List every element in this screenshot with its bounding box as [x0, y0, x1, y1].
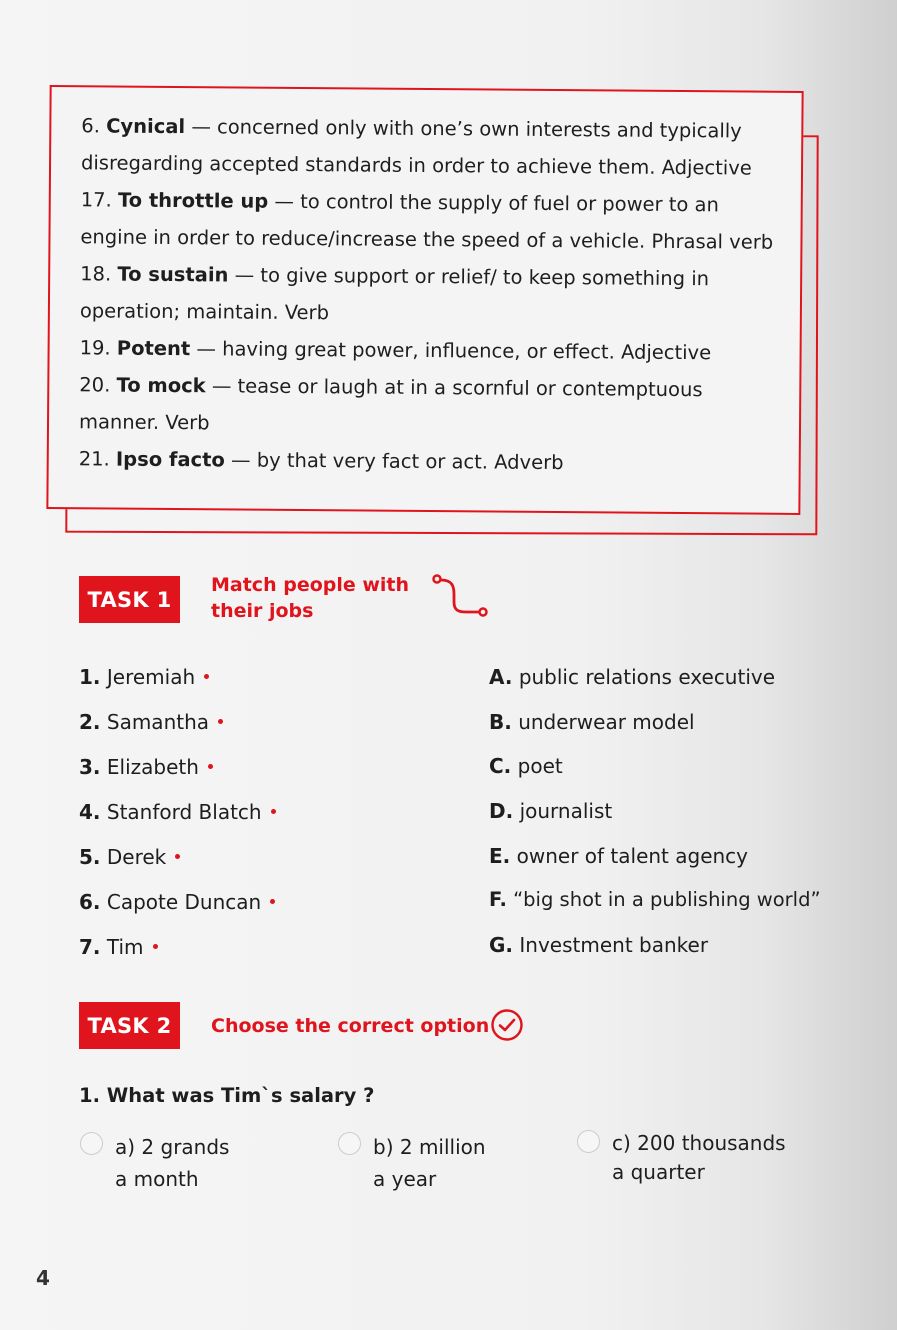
- vocab-definition: — having great power, influence, or effect. Adjective: [190, 337, 712, 365]
- match-dot[interactable]: [208, 764, 213, 769]
- vocab-term: To mock: [116, 373, 206, 398]
- option-label: a) 2 grands a month: [115, 1135, 230, 1191]
- person-item: 2. Samantha: [79, 710, 223, 734]
- vocab-definition: — to control the supply of fuel or power to an engine in order to reduce/increase the speed of a vehicle. Phrasal verb: [80, 189, 774, 254]
- job-item[interactable]: G. Investment banker: [489, 933, 709, 957]
- task1-title: Match people with their jobs: [211, 574, 410, 622]
- job-item[interactable]: A. public relations executive: [489, 665, 776, 689]
- vocab-term: To throttle up: [117, 188, 269, 213]
- match-dot[interactable]: [218, 719, 223, 724]
- radio-button[interactable]: [338, 1132, 361, 1155]
- option-c[interactable]: [577, 1129, 786, 1187]
- task2-title: Choose the correct option: [211, 1015, 490, 1037]
- person-item: 1. Jeremiah: [79, 665, 209, 689]
- task2-badge: TASK 2: [79, 1002, 180, 1049]
- job-item[interactable]: B. underwear model: [489, 710, 695, 734]
- vocab-entry: 20. To mock — tease or laugh at in a scornful or contemptuous manner. Verb: [78, 373, 703, 435]
- option-b[interactable]: [338, 1131, 486, 1195]
- vocab-term: Potent: [116, 336, 191, 361]
- person-item: 7. Tim: [79, 935, 158, 959]
- question-text: 1. What was Tim`s salary ?: [79, 1084, 375, 1107]
- vocab-entry: 17. To throttle up — to control the supply of fuel or power to an engine in order to reduce/increase the speed of a vehicle. Phrasal verb: [80, 188, 774, 254]
- option-label: c) 200 thousands a quarter: [612, 1131, 786, 1184]
- vocab-entry: 18. To sustain — to give support or relief/ to keep something in operation; maintain. Verb: [79, 262, 710, 325]
- curved-arrow-icon: [428, 572, 492, 620]
- match-dot[interactable]: [270, 899, 275, 904]
- option-a[interactable]: [80, 1131, 229, 1195]
- vocab-definition: — tease or laugh at in a scornful or contemptuous manner. Verb: [78, 374, 703, 435]
- vocab-definition: — by that very fact or act. Adverb: [224, 448, 564, 475]
- job-item[interactable]: E. owner of talent agency: [489, 844, 749, 868]
- vocab-entry: 21. Ipso facto — by that very fact or act. Adverb: [78, 447, 564, 475]
- option-label: b) 2 million a year: [373, 1135, 486, 1191]
- page-number: 4: [36, 1266, 50, 1290]
- vocab-entry: 6. Cynical — concerned only with one’s own interests and typically disregarding accepted standards in order to achieve them. Adjective: [80, 114, 752, 180]
- radio-button[interactable]: [577, 1130, 600, 1153]
- job-item[interactable]: C. poet: [489, 754, 563, 778]
- person-item: 5. Derek: [79, 845, 180, 869]
- vocabulary-box: [46, 85, 803, 515]
- job-item[interactable]: F. “big shot in a publishing world”: [489, 888, 821, 911]
- vocab-term: Cynical: [106, 114, 186, 139]
- radio-button[interactable]: [80, 1132, 103, 1155]
- task1-badge: TASK 1: [79, 576, 180, 623]
- match-dot[interactable]: [153, 944, 158, 949]
- check-circle-icon: [490, 1008, 524, 1042]
- match-dot[interactable]: [175, 854, 180, 859]
- vocab-term: Ipso facto: [115, 447, 225, 472]
- person-item: 6. Capote Duncan: [79, 890, 275, 914]
- job-item[interactable]: D. journalist: [489, 799, 613, 823]
- match-dot[interactable]: [271, 809, 276, 814]
- vocab-term: To sustain: [117, 262, 229, 287]
- match-dot[interactable]: [204, 674, 209, 679]
- vocab-definition: — to give support or relief/ to keep something in operation; maintain. Verb: [79, 263, 710, 325]
- vocab-entry: 19. Potent — having great power, influence, or effect. Adjective: [79, 336, 712, 365]
- person-item: 3. Elizabeth: [79, 755, 213, 779]
- person-item: 4. Stanford Blatch: [79, 800, 276, 824]
- vocab-definition: — concerned only with one’s own interests and typically disregarding accepted standards in order to achieve them. Adjective: [80, 115, 752, 180]
